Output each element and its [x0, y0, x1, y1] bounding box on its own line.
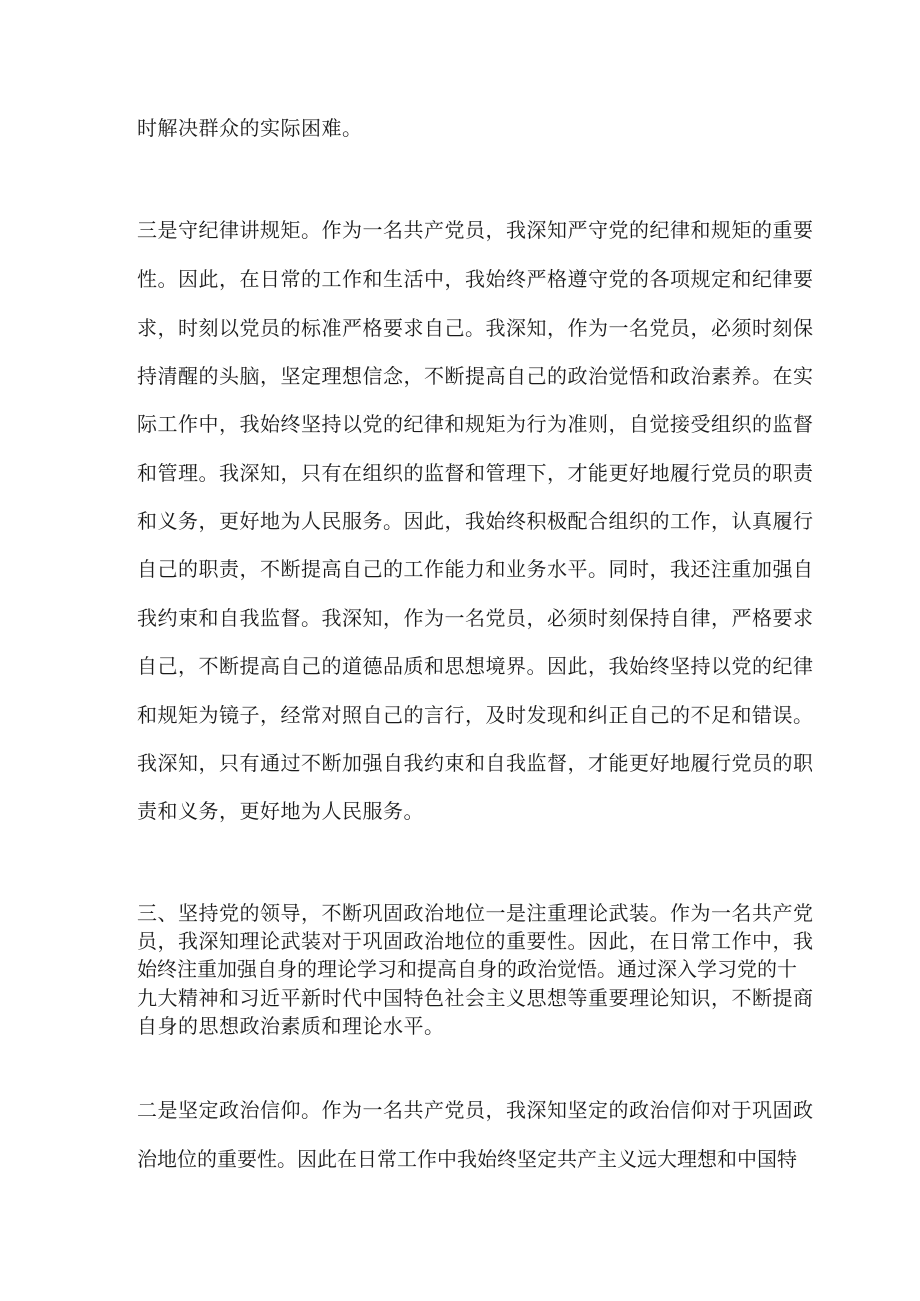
- paragraph-line: 求，时刻以党员的标准严格要求自己。我深知，作为一名党员，必须时刻保: [137, 316, 814, 340]
- paragraph-line: 二是坚定政治信仰。作为一名共产党员，我深知坚定的政治信仰对于巩固政: [137, 1098, 814, 1122]
- paragraph-line: 我深知，只有通过不断加强自我约束和自我监督，才能更好地履行党员的职: [137, 751, 814, 775]
- paragraph-line: 和规矩为镜子，经常对照自己的言行，及时发现和纠正自己的不足和错误。: [137, 703, 814, 727]
- paragraph-line: 三是守纪律讲规矩。作为一名共产党员，我深知严守党的纪律和规矩的重要: [137, 218, 814, 242]
- paragraph-line: 自己，不断提高自己的道德品质和思想境界。因此，我始终坚持以党的纪律: [137, 654, 814, 678]
- paragraph-line: 持清醒的头脑，坚定理想信念，不断提高自己的政治觉悟和政治素养。在实: [137, 364, 814, 388]
- paragraph-line: 员，我深知理论武装对于巩固政治地位的重要性。因此，在日常工作中，我: [137, 929, 814, 953]
- paragraph-line: 时解决群众的实际困难。: [137, 116, 363, 140]
- paragraph-line: 始终注重加强自身的理论学习和提高自身的政治觉悟。通过深入学习党的十: [137, 957, 797, 981]
- paragraph-line: 治地位的重要性。因此在日常工作中我始终坚定共产主义远大理想和中国特: [137, 1147, 797, 1171]
- paragraph-line: 和义务，更好地为人民服务。因此，我始终积极配合组织的工作，认真履行: [137, 509, 814, 533]
- paragraph-line: 三、坚持党的领导，不断巩固政治地位一是注重理论武装。作为一名共产党: [137, 901, 814, 925]
- paragraph-line: 九大精神和习近平新时代中国特色社会主义思想等重要理论知识，不断提商: [137, 986, 814, 1010]
- paragraph-line: 责和义务，更好地为人民服务。: [137, 799, 424, 823]
- paragraph-line: 和管理。我深知，只有在组织的监督和管理下，才能更好地履行党员的职责: [137, 461, 814, 485]
- paragraph-line: 际工作中，我始终坚持以党的纪律和规矩为行为准则，自觉接受组织的监督: [137, 412, 814, 436]
- paragraph-line: 自身的思想政治素质和理论水平。: [137, 1014, 445, 1038]
- paragraph-line: 自己的职责，不断提高自己的工作能力和业务水平。同时，我还注重加强自: [137, 557, 814, 581]
- paragraph-line: 我约束和自我监督。我深知，作为一名党员，必须时刻保持自律，严格要求: [137, 606, 814, 630]
- paragraph-line: 性。因此，在日常的工作和生活中，我始终严格遵守党的各项规定和纪律要: [137, 267, 814, 291]
